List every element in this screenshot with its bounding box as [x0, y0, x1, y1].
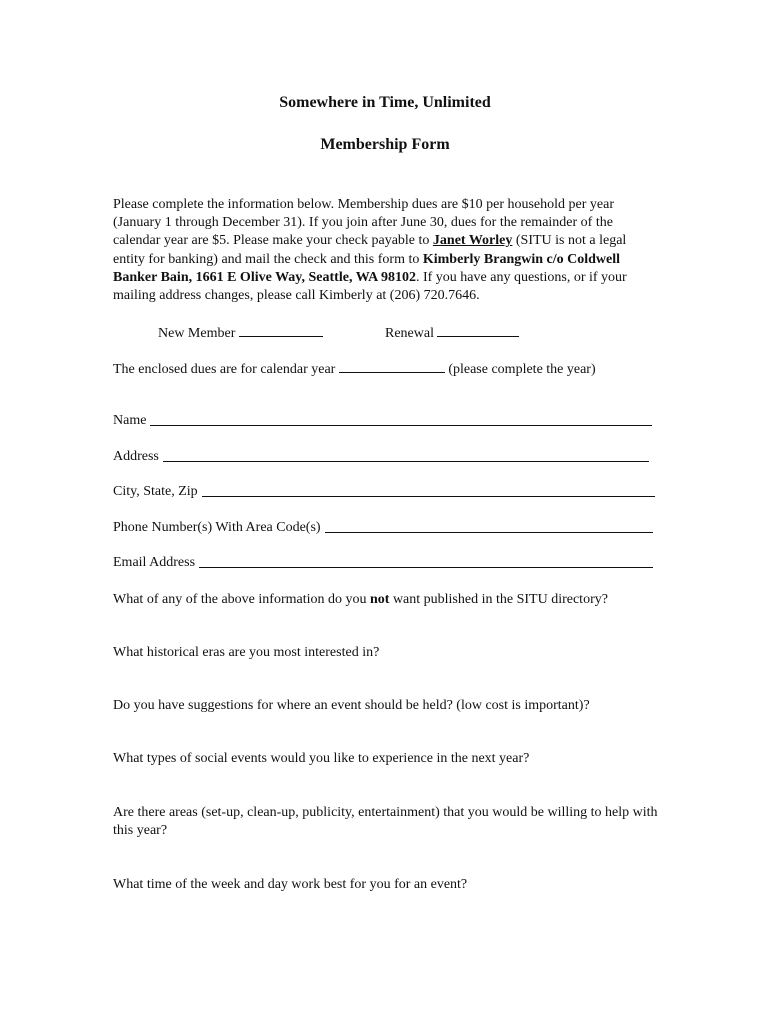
address-label: Address	[113, 449, 159, 464]
email-label: Email Address	[113, 555, 196, 570]
mailing-address: Kimberly Brangwin c/o Coldwell Banker Bain, 1661 E Olive Way, Seattle, WA 98102	[113, 251, 621, 285]
instructions-text-2: (SITU is not a legal entity for banking) and mail the check and this form to	[113, 233, 627, 267]
email-field	[113, 554, 653, 572]
question-directory-emphasis: not	[369, 592, 390, 607]
phone-label: Phone Number(s) With Area Code(s)	[113, 520, 321, 535]
name-input-line[interactable]	[150, 425, 652, 426]
question-event-venue: Do you have suggestions for where an event should be held? (low cost is important)?	[113, 698, 590, 713]
city-state-zip-label: City, State, Zip	[113, 484, 198, 499]
phone-field	[113, 519, 653, 537]
question-directory-privacy	[113, 591, 658, 609]
dues-year-prefix: The enclosed dues are for calendar year	[113, 362, 336, 377]
phone-input-line[interactable]	[325, 532, 653, 533]
question-social-events: What types of social events would you like to experience in the next year?	[113, 751, 530, 766]
renewal-blank[interactable]	[437, 323, 519, 337]
payee-name: Janet Worley	[432, 233, 513, 249]
instructions-text-3: . If you have any questions, or if your mailing address changes, please call Kimberly at (206) 720.7646.	[113, 269, 627, 304]
name-field	[113, 412, 652, 430]
dues-year-suffix: (please complete the year)	[448, 362, 596, 377]
city-state-zip-field	[113, 483, 655, 501]
new-member-blank[interactable]	[239, 323, 323, 337]
address-input-line[interactable]	[163, 461, 649, 462]
question-historical-eras: What historical eras are you most interested in?	[113, 645, 380, 660]
email-input-line[interactable]	[199, 567, 653, 568]
dues-year-blank[interactable]	[339, 359, 445, 373]
question-directory-text-1: What of any of the above information do you	[113, 592, 370, 607]
question-event-timing: What time of the week and day work best for you for an event?	[113, 877, 468, 892]
instructions-paragraph	[113, 196, 658, 305]
renewal-label: Renewal	[385, 326, 434, 341]
new-member-option	[158, 323, 323, 343]
form-title: Membership Form	[320, 136, 450, 153]
dues-year-line	[113, 359, 596, 379]
name-label: Name	[113, 413, 147, 428]
city-state-zip-input-line[interactable]	[202, 496, 655, 497]
address-field	[113, 448, 649, 466]
renewal-option	[385, 323, 519, 343]
question-volunteer-areas: Are there areas (set-up, clean-up, publicity, entertainment) that you would be willing to help with this year?	[113, 805, 658, 838]
instructions-text-1: Please complete the information below. Membership dues are $10 per household per year (January 1 through December 31). If you join after June 30, dues for the remainder of the calendar year are $5. Please make your check payable to	[113, 197, 614, 249]
question-directory-text-2: want published in the SITU directory?	[389, 592, 608, 607]
new-member-label: New Member	[158, 326, 236, 341]
organization-title: Somewhere in Time, Unlimited	[279, 94, 491, 111]
